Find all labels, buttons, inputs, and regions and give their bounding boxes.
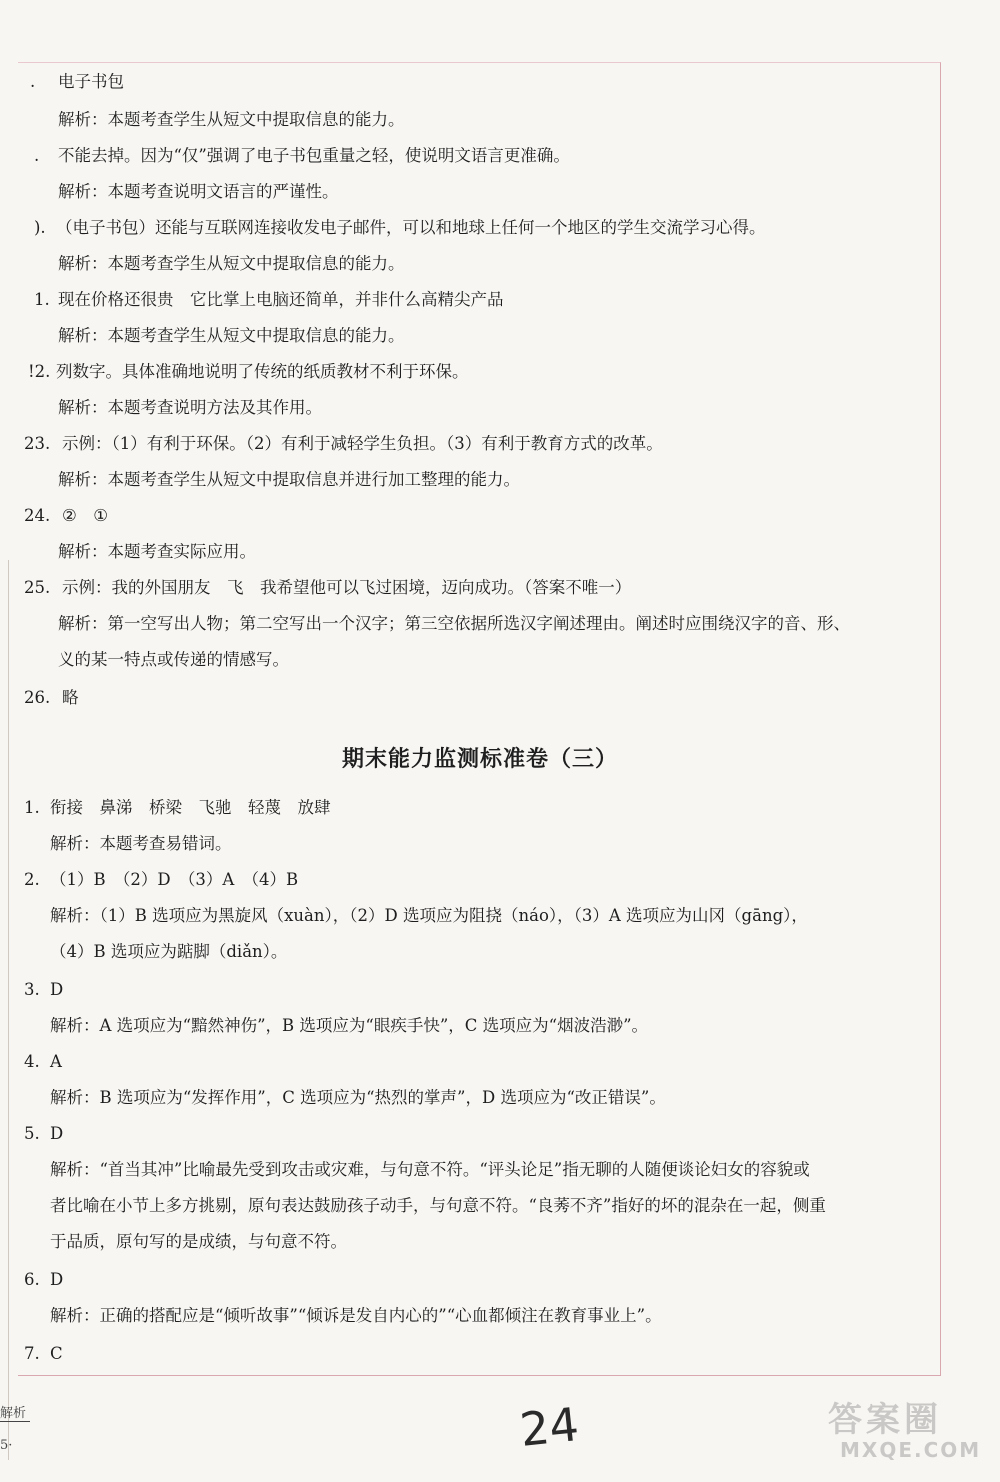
item-analysis: 解析：正确的搭配应是“倾听故事”“倾诉是发自内心的”“心血都倾注在教育事业上”。 bbox=[50, 1306, 662, 1325]
item-answer: 示例：我的外国朋友 飞 我希望他可以飞过困境，迈向成功。（答案不唯一） bbox=[62, 578, 632, 597]
item-analysis: 解析：本题考查学生从短文中提取信息并进行加工整理的能力。 bbox=[58, 470, 520, 489]
item-number: 26. bbox=[24, 688, 51, 707]
item-answer: 电子书包 bbox=[58, 72, 124, 91]
item-analysis: 解析：第一空写出人物；第二空写出一个汉字；第三空依据所选汉字阐述理由。阐述时应围绕汉字的音、形、 bbox=[58, 614, 850, 633]
item-answer: 不能去掉。因为“仅”强调了电子书包重量之轻，使说明文语言更准确。 bbox=[58, 146, 570, 165]
footer-number: 5· bbox=[0, 1438, 13, 1453]
item-answer: 示例：（1）有利于环保。（2）有利于减轻学生负担。（3）有利于教育方式的改革。 bbox=[62, 434, 663, 453]
item-answer: 现在价格还很贵 它比掌上电脑还简单，并非什么高精尖产品 bbox=[58, 290, 504, 309]
item-analysis: 解析：本题考查说明方法及其作用。 bbox=[58, 398, 322, 417]
watermark-url: MXQE.COM bbox=[840, 1438, 982, 1462]
item-answer: 衔接 鼻涕 桥梁 飞驰 轻蔑 放肆 bbox=[50, 798, 331, 817]
item-answer: A bbox=[50, 1052, 62, 1071]
item-number: 1. bbox=[24, 798, 40, 817]
item-number: 7. bbox=[24, 1344, 40, 1363]
item-analysis: 解析：本题考查实际应用。 bbox=[58, 542, 256, 561]
footer-label: 解析 bbox=[0, 1402, 30, 1422]
item-analysis: 解析：本题考查学生从短文中提取信息的能力。 bbox=[58, 254, 405, 273]
item-number: 25. bbox=[24, 578, 51, 597]
item-analysis: 解析：本题考查学生从短文中提取信息的能力。 bbox=[58, 110, 405, 129]
item-answer: （1）B （2）D （3）A （4）B bbox=[50, 870, 299, 889]
item-number: 3. bbox=[24, 980, 40, 999]
handwritten-page-number: 24 bbox=[517, 1397, 582, 1457]
item-answer: ② ① bbox=[62, 506, 109, 525]
item-number: 5. bbox=[24, 1124, 40, 1143]
item-analysis: 解析：本题考查易错词。 bbox=[50, 834, 232, 853]
item-analysis: 解析：B 选项应为“发挥作用”，C 选项应为“热烈的掌声”，D 选项应为“改正错误”。 bbox=[50, 1088, 666, 1107]
item-number: 4. bbox=[24, 1052, 40, 1071]
item-analysis-cont: 义的某一特点或传递的情感写。 bbox=[58, 650, 289, 669]
item-number: 6. bbox=[24, 1270, 40, 1289]
item-number: 23. bbox=[24, 434, 51, 453]
item-analysis: 解析：本题考查学生从短文中提取信息的能力。 bbox=[58, 326, 405, 345]
site-watermark bbox=[818, 1390, 988, 1470]
item-answer: 列数字。具体准确地说明了传统的纸质教材不利于环保。 bbox=[56, 362, 469, 381]
item-analysis-cont: 于品质，原句写的是成绩，与句意不符。 bbox=[50, 1232, 347, 1251]
item-number: !2. bbox=[28, 362, 51, 381]
item-answer: （电子书包）还能与互联网连接收发电子邮件，可以和地球上任何一个地区的学生交流学习心得。 bbox=[56, 218, 766, 237]
item-answer: D bbox=[50, 980, 64, 999]
item-number: 2. bbox=[24, 870, 40, 889]
item-answer: D bbox=[50, 1124, 64, 1143]
item-analysis: 解析：A 选项应为“黯然神伤”，B 选项应为“眼疾手快”，C 选项应为“烟波浩渺”。 bbox=[50, 1016, 649, 1035]
item-number: 24. bbox=[24, 506, 51, 525]
item-analysis: 解析：本题考查说明文语言的严谨性。 bbox=[58, 182, 339, 201]
item-answer: D bbox=[50, 1270, 64, 1289]
item-answer: 略 bbox=[62, 688, 79, 707]
section-title: 期末能力监测标准卷（三） bbox=[341, 747, 618, 772]
item-number: . bbox=[30, 72, 36, 91]
item-analysis: 解析：（1）B 选项应为黑旋风（xuàn），（2）D 选项应为阻挠（náo），（3）A 选项应为山冈（gāng）， bbox=[50, 906, 808, 925]
left-margin-rule bbox=[8, 560, 9, 1460]
item-analysis-cont: 者比喻在小节上多方挑剔，原句表达鼓励孩子动手，与句意不符。“良莠不齐”指好的坏的混杂在一起，侧重 bbox=[50, 1196, 826, 1215]
watermark-text: 答案圈 bbox=[828, 1400, 942, 1440]
item-analysis: 解析：“首当其冲”比喻最先受到攻击或灾难，与句意不符。“评头论足”指无聊的人随便谈论妇女的容貌或 bbox=[50, 1160, 810, 1179]
item-number: ). bbox=[34, 218, 46, 237]
item-number: . bbox=[34, 146, 40, 165]
item-answer: C bbox=[50, 1344, 63, 1363]
item-number: 1. bbox=[34, 290, 50, 309]
item-analysis-cont: （4）B 选项应为踮脚（diǎn）。 bbox=[50, 942, 288, 961]
